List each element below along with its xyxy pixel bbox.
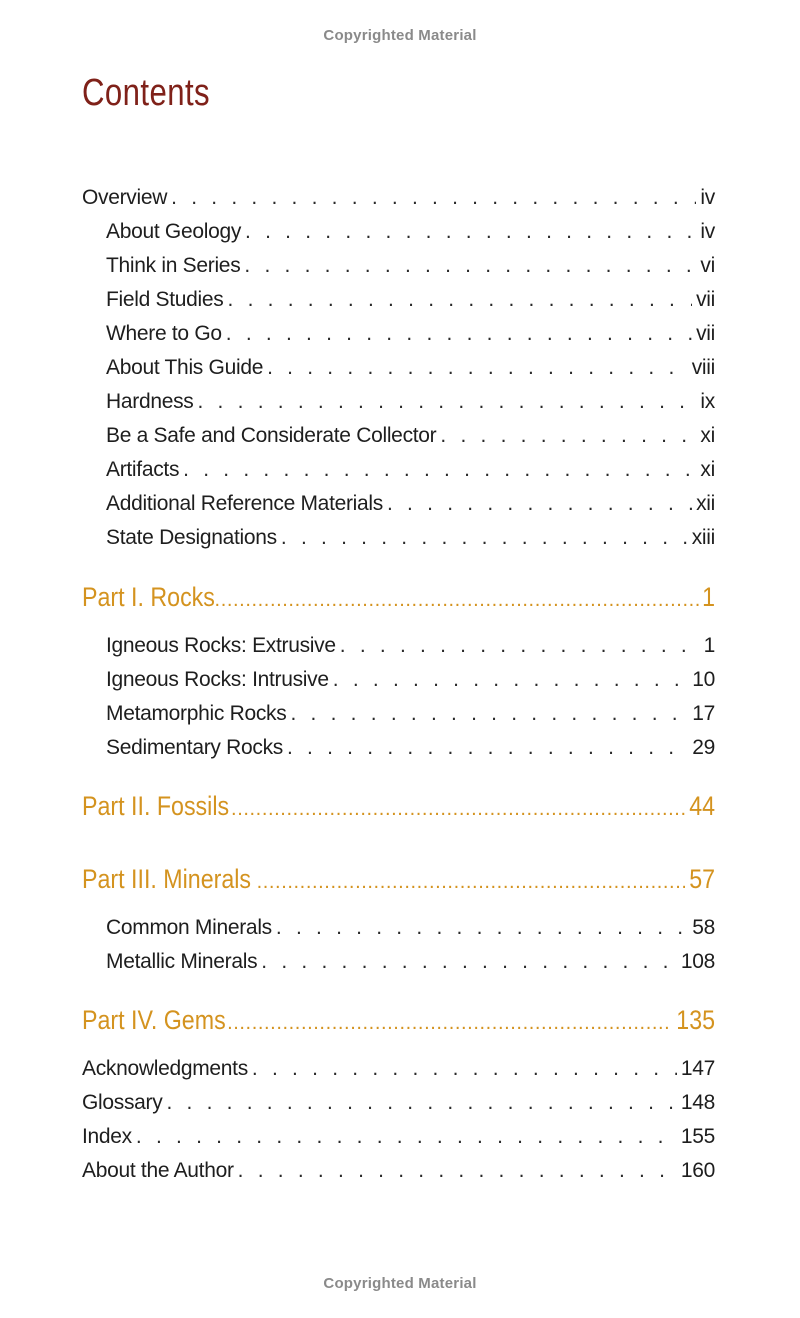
toc-page-number: 135 [676, 1005, 715, 1035]
dot-leader [287, 733, 688, 763]
toc-entry-acknowledgments[interactable] [82, 1054, 715, 1084]
toc-page-number: xiii [691, 526, 715, 549]
toc-part-gems[interactable] [82, 1000, 715, 1040]
toc-page-number: xi [700, 424, 715, 447]
dot-leader [333, 665, 688, 695]
toc-part-fossils[interactable] [82, 786, 715, 826]
dot-leader [244, 251, 696, 281]
dot-leader [228, 285, 693, 315]
toc-entry-about-geology[interactable] [106, 217, 715, 247]
toc-part-label: Part IV. Gems [82, 1005, 226, 1035]
toc-entry-about-this-guide[interactable] [106, 353, 715, 383]
toc-entry-field-studies[interactable] [106, 285, 715, 315]
toc-entry-artifacts[interactable] [106, 455, 715, 485]
dot-leader [227, 1003, 670, 1043]
copyright-watermark-bottom: Copyrighted Material [323, 1275, 477, 1292]
toc-entry-index[interactable] [82, 1122, 715, 1152]
toc-entry-safe-collector[interactable] [106, 421, 715, 451]
toc-page-number: vi [700, 254, 715, 277]
toc-page-number: 108 [680, 950, 715, 973]
toc-entry-label: Igneous Rocks: Intrusive [106, 668, 329, 691]
toc-page-number: 148 [680, 1091, 715, 1114]
dot-leader [197, 387, 696, 417]
toc-page-number: xi [700, 458, 715, 481]
toc-page-number: xii [696, 492, 715, 515]
dot-leader [440, 421, 696, 451]
toc-page-number: ix [700, 390, 715, 413]
toc-page-number: 58 [692, 916, 715, 939]
toc-entry-metamorphic[interactable] [106, 699, 715, 729]
dot-leader [290, 699, 688, 729]
toc-entry-label: Igneous Rocks: Extrusive [106, 634, 336, 657]
toc-entry-about-the-author[interactable] [82, 1156, 715, 1186]
toc-entry-label: State Designations [106, 526, 277, 549]
dot-leader [171, 183, 696, 213]
toc-page-number: 10 [692, 668, 715, 691]
dot-leader [136, 1122, 677, 1152]
toc-page-number: 155 [680, 1125, 715, 1148]
toc-entry-label: Overview [82, 186, 168, 209]
toc-part-label: Part II. Fossils [82, 791, 230, 821]
toc-entry-label: Common Minerals [106, 916, 272, 939]
dot-leader [261, 947, 677, 977]
toc-entry-label: Acknowledgments [82, 1057, 248, 1080]
toc-entry-label: Sedimentary Rocks [106, 736, 283, 759]
toc-page-number: vii [696, 288, 715, 311]
toc-part-label: Part III. Minerals [82, 864, 252, 894]
toc-entry-glossary[interactable] [82, 1088, 715, 1118]
toc-entry-label: About This Guide [106, 356, 264, 379]
toc-part-label: Part I. Rocks [82, 582, 215, 612]
toc-entry-label: Glossary [82, 1091, 163, 1114]
toc-entry-label: Think in Series [106, 254, 241, 277]
dot-leader [387, 489, 692, 519]
toc-entry-metallic-minerals[interactable] [106, 947, 715, 977]
toc-page-number: iv [700, 220, 715, 243]
dot-leader [226, 319, 692, 349]
toc-entry-sedimentary[interactable] [106, 733, 715, 763]
dot-leader [183, 455, 696, 485]
toc-part-minerals[interactable] [82, 859, 715, 899]
toc-page-number: 1 [703, 634, 715, 657]
dot-leader [340, 631, 700, 661]
toc-entry-label: Artifacts [106, 458, 180, 481]
toc-page-number: 44 [689, 791, 715, 821]
dot-leader [245, 217, 696, 247]
toc-entry-additional-references[interactable] [106, 489, 715, 519]
toc-entry-hardness[interactable] [106, 387, 715, 417]
dot-leader [276, 913, 688, 943]
toc-entry-state-designations[interactable] [106, 523, 715, 553]
dot-leader [215, 580, 700, 620]
toc-entry-label: About the Author [82, 1159, 234, 1182]
dot-leader [252, 1054, 677, 1084]
toc-page-number: iv [700, 186, 715, 209]
toc-entry-igneous-extrusive[interactable] [106, 631, 715, 661]
toc-page-number: 147 [680, 1057, 715, 1080]
toc-entry-think-in-series[interactable] [106, 251, 715, 281]
toc-page-number: vii [696, 322, 715, 345]
toc-entry-label: Field Studies [106, 288, 224, 311]
toc-entry-label: Additional Reference Materials [106, 492, 383, 515]
toc-page-number: 29 [692, 736, 715, 759]
dot-leader [166, 1088, 676, 1118]
toc-entry-label: Metamorphic Rocks [106, 702, 287, 725]
toc-entry-label: About Geology [106, 220, 242, 243]
toc-entry-label: Be a Safe and Considerate Collector [106, 424, 437, 447]
toc-entry-label: Index [82, 1125, 132, 1148]
toc-page-number: 160 [680, 1159, 715, 1182]
toc-entry-common-minerals[interactable] [106, 913, 715, 943]
toc-page-number: 17 [692, 702, 715, 725]
toc-entry-label: Where to Go [106, 322, 222, 345]
copyright-watermark-top: Copyrighted Material [323, 27, 477, 44]
toc-entry-overview[interactable] [82, 183, 715, 213]
toc-entry-label: Hardness [106, 390, 194, 413]
toc-page-number: 1 [702, 582, 715, 612]
dot-leader [267, 353, 688, 383]
toc-entry-where-to-go[interactable] [106, 319, 715, 349]
toc-entry-igneous-intrusive[interactable] [106, 665, 715, 695]
dot-leader [257, 862, 685, 902]
toc-page-number: 57 [689, 864, 715, 894]
page-title: Contents [82, 72, 210, 114]
dot-leader [238, 1156, 677, 1186]
dot-leader [281, 523, 688, 553]
toc-page-number: viii [691, 356, 715, 379]
toc-part-rocks[interactable] [82, 577, 715, 617]
toc-entry-label: Metallic Minerals [106, 950, 258, 973]
dot-leader [231, 789, 685, 829]
